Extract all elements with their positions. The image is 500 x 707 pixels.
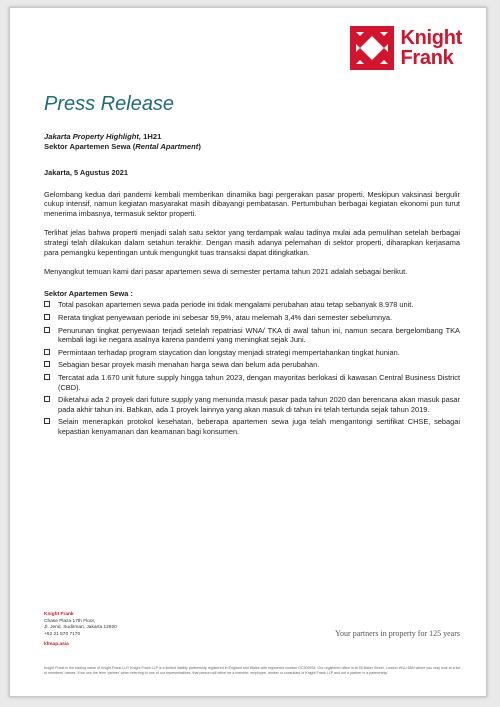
- heading-line-2: Sektor Apartemen Sewa (Rental Apartment): [44, 142, 201, 151]
- checkbox-bullet-icon: [44, 374, 50, 380]
- bullet-item: Penurunan tingkat penyewaan terjadi setelah repatriasi WNA/ TKA di awal tahun ini, namun secara bergelombang TKA kembali lagi ke negara asalnya karena pandemi yang meningkat sejak Juni.: [44, 326, 460, 345]
- heading-line-1: Jakarta Property Highlight, 1H21: [44, 132, 162, 141]
- checkbox-bullet-icon: [44, 361, 50, 367]
- bullet-item: Sebagian besar proyek masih menahan harga sewa dan belum ada perubahan.: [44, 360, 460, 370]
- footer-company: Knight Frank: [44, 612, 74, 617]
- document-body: [44, 92, 460, 439]
- bullet-item: Tercatat ada 1.670 unit future supply hingga tahun 2023, dengan mayoritas berlokasi di kawasan Central Business District (CBD).: [44, 373, 460, 392]
- footer-phone: +62 21 570 7170: [44, 631, 81, 637]
- document-heading: [44, 132, 460, 152]
- document-page: [9, 7, 487, 697]
- checkbox-bullet-icon: [44, 349, 50, 355]
- bullet-item: Total pasokan apartemen sewa pada periode ini tidak mengalami perubahan atau tetap sebanyak 8.978 unit.: [44, 300, 460, 310]
- bullet-item: Selain menerapkan protokol kesehatan, beberapa apartemen sewa juga telah mengantongi sertifikat CHSE, sebagai kepastian kenyamanan dan keamanan bagi konsumen.: [44, 417, 460, 436]
- footer-legal-text: Knight Frank is the trading name of Knight Frank LLP. Knight Frank LLP is a limited liability partnership registered in England and Wales with registered number OC305934. Our registered office is at 55 Baker Street, London W1U 8AN where you may look at a list of members' names. If we use the term 'partner' when referring to one of our representatives, that person will either be a member, employee, worker or consultant of Knight Frank LLP and not a partner in a partnership.: [44, 666, 460, 675]
- bullet-item: Diketahui ada 2 proyek dari future supply yang menunda masuk pasar pada tahun 2020 dan berencana akan masuk pasar pada akhir tahun ini. Bahkan, ada 1 proyek lainnya yang akan masuk di tahun ini telah tertunda sejak tahun 2019.: [44, 395, 460, 414]
- bullet-item: Rerata tingkat penyewaan periode ini sebesar 59,9%, atau melemah 3,4% dari semester sebelumnya.: [44, 313, 460, 323]
- logo-text: [400, 28, 462, 68]
- bullet-list: [44, 300, 460, 436]
- bullet-item: Permintaan terhadap program staycation dan longstay menjadi strategi mempertahankan tingkat hunian.: [44, 348, 460, 358]
- logo-line-1: Knight: [400, 27, 462, 49]
- press-release-title: Press Release: [44, 93, 175, 115]
- knight-frank-logo: [350, 26, 462, 70]
- footer-address-2: Jl. Jend. Sudirman, Jakarta 12920: [44, 625, 117, 631]
- checkbox-bullet-icon: [44, 314, 50, 320]
- footer-address-1: Chase Plaza 17th Floor,: [44, 618, 96, 624]
- checkbox-bullet-icon: [44, 327, 50, 333]
- checkbox-bullet-icon: [44, 301, 50, 307]
- checkbox-bullet-icon: [44, 396, 50, 402]
- footer-website-link[interactable]: kfmap.asia: [44, 642, 69, 648]
- paragraph-1: Gelombang kedua dari pandemi kembali memberikan dinamika bagi pergerakan pasar properti. Meskipun vaksinasi bergulir cukup intensif, namun kegiatan masyarakat masih dibayangi pembatasan. Pertumbuhan berbagai kegiatan ekonomi pun turut menerima imbasnya, termasuk sektor properti.: [44, 189, 460, 218]
- logo-line-2: Frank: [400, 47, 454, 69]
- checkbox-bullet-icon: [44, 418, 50, 424]
- footer-tagline: Your partners in property for 125 years: [335, 629, 460, 638]
- logo-mark-icon: [350, 26, 394, 70]
- section-title: Sektor Apartemen Sewa :: [44, 288, 133, 298]
- paragraph-3: Menyangkut temuan kami dari pasar apartemen sewa di semester pertama tahun 2021 adalah sebagai berikut.: [44, 267, 408, 277]
- release-date: Jakarta, 5 Agustus 2021: [44, 168, 128, 177]
- paragraph-2: Terlihat jelas bahwa properti menjadi salah satu sektor yang terdampak walau tadinya mulai ada pemulihan setelah berbagai strategi telah dilakukan dalam setahun terakhir. Dengan masih adanya pelemahan di sektor properti, diharapkan kerjasama para pemangku kepentingan untuk mengungkit tuas transaksi dapat ditingkatkan.: [44, 228, 460, 257]
